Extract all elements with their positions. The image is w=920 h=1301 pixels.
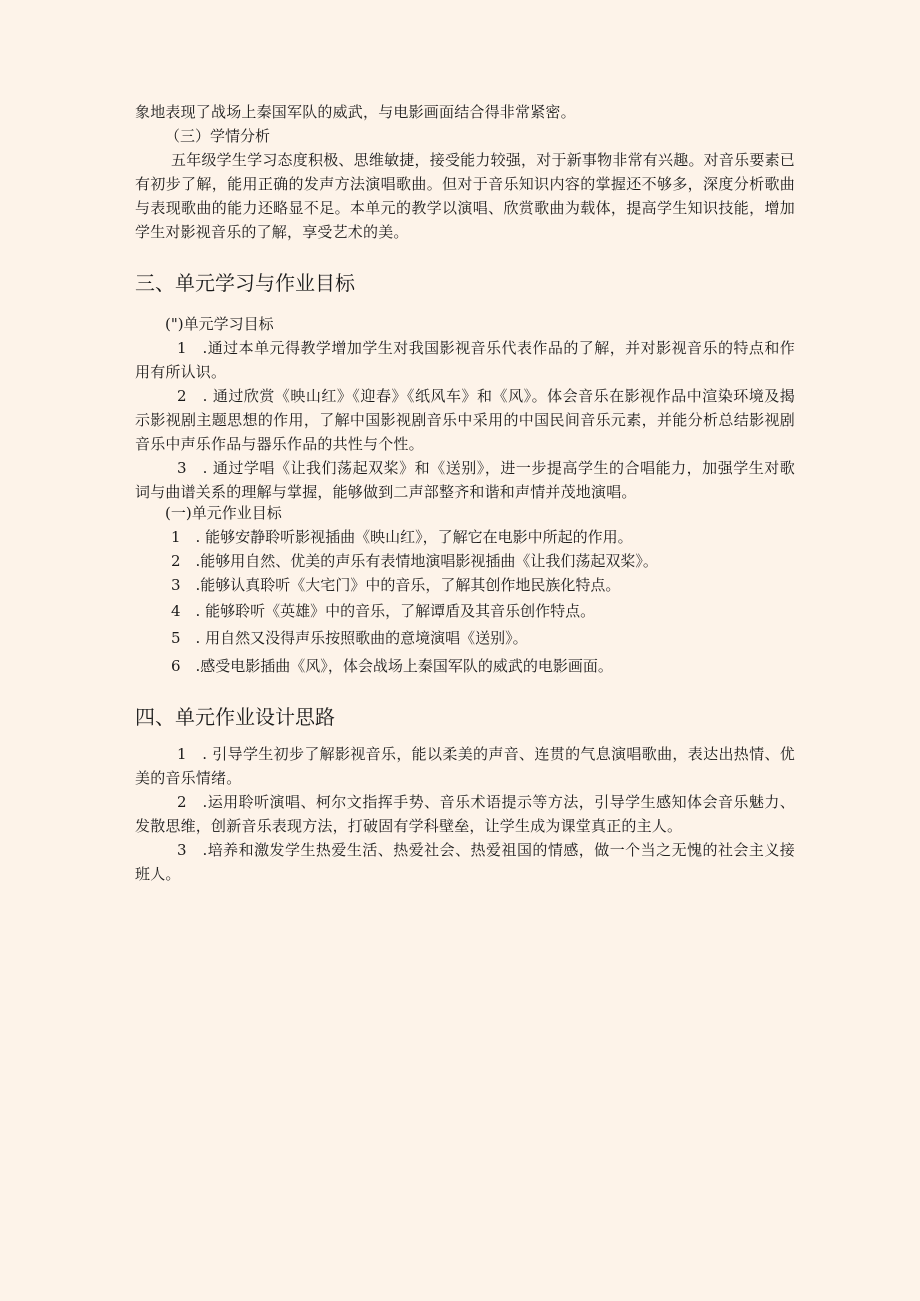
subheading-zuoye-mubiao: (一)单元作业目标 (165, 504, 282, 522)
list-item: 2 . 通过欣赏《映山红》《迎春》《纸风车》和《风》。体会音乐在影视作品中渲染环境及揭示影视剧主题思想的作用，了解中国影视剧音乐中采用的中国民间音乐元素，并能分析总结影视剧音乐中声乐作品与器乐作品的共性与个性。 (135, 387, 795, 453)
list-item: 1 . 能够安静聆听影视插曲《映山红》，了解它在电影中所起的作用。 (171, 528, 633, 546)
subheading-xueqing: （三）学情分析 (165, 127, 271, 145)
subheading-xuexi-mubiao: (")单元学习目标 (165, 315, 274, 333)
list-item: 1 .通过本单元得教学增加学生对我国影视音乐代表作品的了解，并对影视音乐的特点和作用有所认识。 (135, 339, 795, 381)
section-heading-3: 三、单元学习与作业目标 (135, 271, 355, 295)
list-item: 5 . 用自然又没得声乐按照歌曲的意境演唱《送别》。 (171, 629, 528, 647)
paragraph-xueqing: 五年级学生学习态度积极、思维敏捷，接受能力较强，对于新事物非常有兴趣。对音乐要素已有初步了解，能用正确的发声方法演唱歌曲。但对于音乐知识内容的掌握还不够多，深度分析歌曲与表现歌曲的能力还略显不足。本单元的教学以演唱、欣赏歌曲为载体，提高学生知识技能，增加学生对影视音乐的了解，享受艺术的美。 (135, 151, 795, 241)
list-item: 4 . 能够聆听《英雄》中的音乐，了解谭盾及其音乐创作特点。 (171, 602, 596, 620)
list-item: 1 . 引导学生初步了解影视音乐，能以柔美的声音、连贯的气息演唱歌曲，表达出热情、优美的音乐情绪。 (135, 745, 795, 787)
paragraph-continuation: 象地表现了战场上秦国军队的威武，与电影画面结合得非常紧密。 (135, 103, 576, 121)
list-item: 2 .能够用自然、优美的声乐有表情地演唱影视插曲《让我们荡起双桨》。 (171, 552, 658, 570)
list-item: 3 . 通过学唱《让我们荡起双桨》和《送别》，进一步提高学生的合唱能力，加强学生对歌词与曲谱关系的理解与掌握，能够做到二声部整齐和谐和声情并茂地演唱。 (135, 459, 795, 501)
list-item: 3 .培养和激发学生热爱生活、热爱社会、热爱祖国的情感，做一个当之无愧的社会主义接班人。 (135, 841, 795, 883)
list-item: 3 .能够认真聆听《大宅门》中的音乐，了解其创作地民族化特点。 (171, 576, 621, 594)
list-item: 6 .感受电影插曲《风》，体会战场上秦国军队的威武的电影画面。 (171, 657, 613, 675)
section-heading-4: 四、单元作业设计思路 (135, 705, 335, 729)
list-item: 2 .运用聆听演唱、柯尔文指挥手势、音乐术语提示等方法，引导学生感知体会音乐魅力、发散思维，创新音乐表现方法，打破固有学科壁垒，让学生成为课堂真正的主人。 (135, 793, 795, 835)
